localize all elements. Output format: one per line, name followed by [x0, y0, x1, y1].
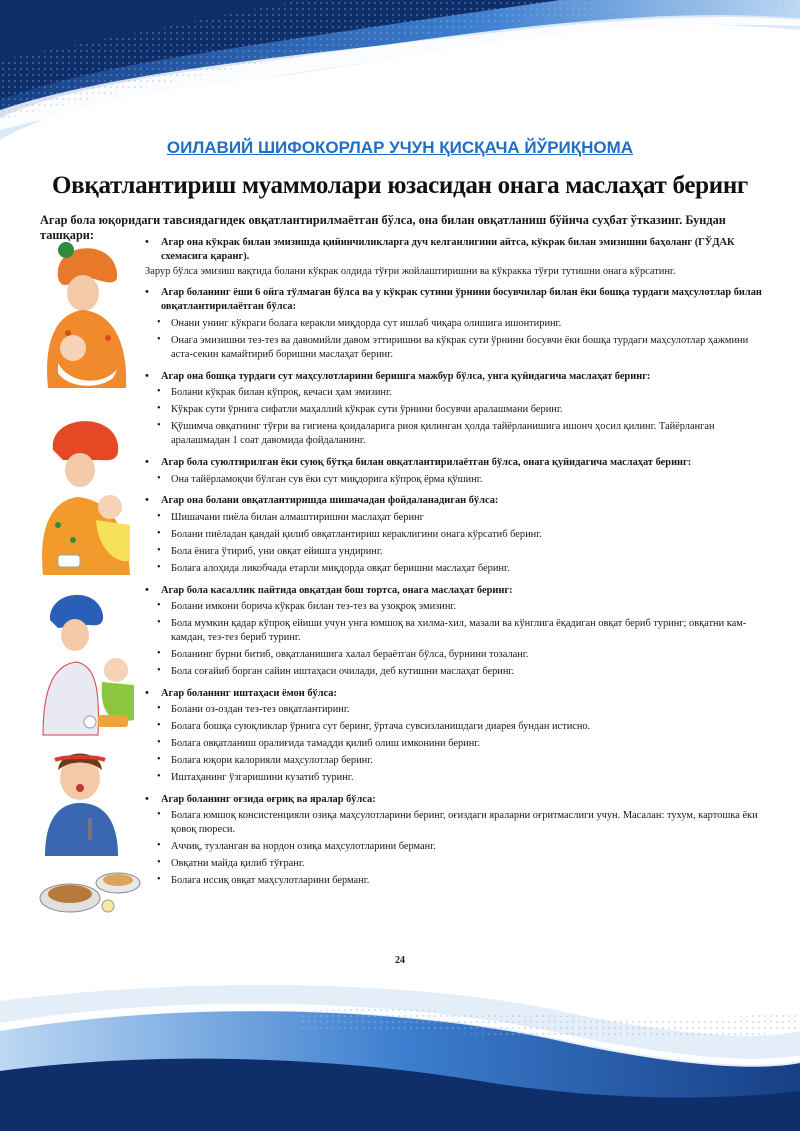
- list-item: • Она тайёрламоқчи бўлган сув ёки сут миқдорига кўпроқ ёрма қўшинг.: [145, 473, 765, 487]
- list-item: • Аччиқ, тузланган ва нордон озиқа маҳсулотларини берманг.: [145, 840, 765, 854]
- intro-text: Агар бола юқоридаги тавсиядагидек овқатлантирилмаётган бўлса, она билан овқатланиш бўйича суҳбат ўтказинг. Бундан ташқари:: [40, 213, 726, 242]
- list-item: • Овқатни майда қилиб тўғранг.: [145, 857, 765, 871]
- section-poor-appetite: [145, 687, 765, 785]
- section-heading: • Агар она кўкрак билан эмизишда қийинчиликларга дуч келганлигини айтса, кўкрак билан эмизишни баҳоланг (ГЎДАК схемасига қаранг).: [145, 236, 765, 264]
- list-item: • Онага эмизишни тез-тез ва давомийли давом эттиришни ва кўкрак сути ўрнини босувчи ёки бошқа турдаги маҳсулотлар ҳажмини аста-секин камайтириб боришни маслаҳат беринг.: [145, 334, 765, 362]
- list-item: • Болага алоҳида ликобчада етарли миқдорда овқат беришни маслаҳат беринг.: [145, 562, 765, 576]
- advice-list: [145, 600, 765, 678]
- list-item: • Болани кўкрак билан кўпроқ, кечаси ҳам эмизинг.: [145, 386, 765, 400]
- advice-list: [145, 703, 765, 784]
- section-mouth-sores: [145, 793, 765, 888]
- section-heading: • Агар бола касаллик пайтида овқатдан бош тортса, онага маслаҳат беринг:: [145, 584, 765, 598]
- section-under-6-months: [145, 286, 765, 361]
- list-item: • Болани пиёладан қандай қилиб овқатлантириш кераклигини онага кўрсатиб беринг.: [145, 528, 765, 542]
- list-item: • Болага иссиқ овқат маҳсулотларини берманг.: [145, 874, 765, 888]
- section-liquid-porridge: [145, 456, 765, 487]
- list-item: • Бола ёнига ўтириб, уни овқат ейишга ундиринг.: [145, 545, 765, 559]
- section-heading: • Агар она бошқа турдаги сут маҳсулотларини беришга мажбур бўлса, унга қуйидагича маслаҳат беринг:: [145, 370, 765, 384]
- list-item: • Болани оз-оздан тез-тез овқатлантиринг.: [145, 703, 765, 717]
- section-breastfeeding: [145, 236, 765, 278]
- list-item: • Болага овқатланиш оралиғида тамадди қилиб олиш имконини беринг.: [145, 737, 765, 751]
- list-item: • Қўшимча овқатнинг тўғри ва гигиена қоидаларига риоя қилинган ҳолда тайёрланишига ишонч ҳосил қилинг. Тайёрланган аралашмадан 1 соат давомида фойдаланинг.: [145, 420, 765, 448]
- section-heading: • Агар боланинг ёши 6 ойга тўлмаган бўлса ва у кўкрак сутини ўрнини босувчилар билан ёки бошқа турдаги маҳсулотлар билан овқатлантирилаётган бўлса:: [145, 286, 765, 314]
- section-heading: • Агар бола суюлтирилган ёки суюқ бўтқа билан овқатлантирилаётган бўлса, онага қуйидагича маслаҳат беринг:: [145, 456, 765, 470]
- advice-list: [145, 386, 765, 447]
- list-item: • Болага юқори калорияли маҳсулотлар беринг.: [145, 754, 765, 768]
- advice-list: [145, 317, 765, 361]
- mother-feeding-toddler-icon: [38, 590, 138, 740]
- header-title: ОИЛАВИЙ ШИФОКОРЛАР УЧУН ҚИСҚАЧА ЙЎРИҚНОМА: [166, 138, 634, 157]
- list-item: • Бола мумкин қадар кўпроқ ейиши учун унга юмшоқ ва хилма-хил, мазали ва кўнглига ёқадиган овқат бериб туринг; овқатни кам-камдан, тез-тез бериб туринг.: [145, 617, 765, 645]
- section-illness-refusal: [145, 584, 765, 679]
- list-item: • Боланинг бурни битиб, овқатланишига халал бераётган бўлса, бурнини тозаланг.: [145, 648, 765, 662]
- section-other-milk: [145, 370, 765, 448]
- list-item: • Болага юмшоқ консистенцияли озиқа маҳсулотларини беринг, оғиздаги яраларни оғритмаслиги учун. Масалан: тухум, картошка ёки қовоқ пюреси.: [145, 809, 765, 837]
- section-bottle-feeding: [145, 494, 765, 575]
- list-item: • Шишачани пиёла билан алмаштиришни маслаҳат беринг: [145, 511, 765, 525]
- list-item: • Кўкрак сути ўрнига сифатли маҳаллий кўкрак сути ўрнини босувчи аралашмани беринг.: [145, 403, 765, 417]
- food-plates-icon: [38, 858, 143, 918]
- advice-list: [145, 809, 765, 887]
- bottom-wave-decoration: [0, 971, 800, 1131]
- mother-spoon-feeding-icon: [38, 415, 133, 580]
- list-item: • Болани имкони борича кўкрак билан тез-тез ва узоқроқ эмизинг.: [145, 600, 765, 614]
- list-item: • Болага бошқа суюқликлар ўрнига сут беринг, ўртача сувсизланишдаги диарея бундан истисно.: [145, 720, 765, 734]
- advice-list: [145, 473, 765, 487]
- list-item: • Бола соғайиб борган сайин иштаҳаси очилади, деб кутишни маслаҳат беринг.: [145, 665, 765, 679]
- advice-list: [145, 511, 765, 575]
- section-heading: • Агар боланинг оғзида оғриқ ва яралар бўлса:: [145, 793, 765, 807]
- section-text: Зарур бўлса эмизиш вақтида болани кўкрак олдида тўғри жойлаштиришни ва кўкракка тўғри тутишни онага кўрсатинг.: [145, 265, 676, 277]
- child-eating-icon: [40, 748, 125, 858]
- list-item: • Иштаҳанинг ўзгаришини кузатиб туринг.: [145, 771, 765, 785]
- page-title: Овқатлантириш муаммолари юзасидан онага маслаҳат беринг: [52, 172, 748, 199]
- section-heading: • Агар она болани овқатлантиришда шишачадан фойдаланадиган бўлса:: [145, 494, 765, 508]
- section-heading: • Агар боланинг иштаҳаси ёмон бўлса:: [145, 687, 765, 701]
- list-item: • Онани унинг кўкраги болага керакли миқдорда сут ишлаб чиқара олишига ишонтиринг.: [145, 317, 765, 331]
- top-wave-decoration: [0, 0, 800, 145]
- page-number: 24: [395, 955, 405, 966]
- content-area: [145, 236, 765, 895]
- mother-breastfeeding-icon: [38, 238, 133, 398]
